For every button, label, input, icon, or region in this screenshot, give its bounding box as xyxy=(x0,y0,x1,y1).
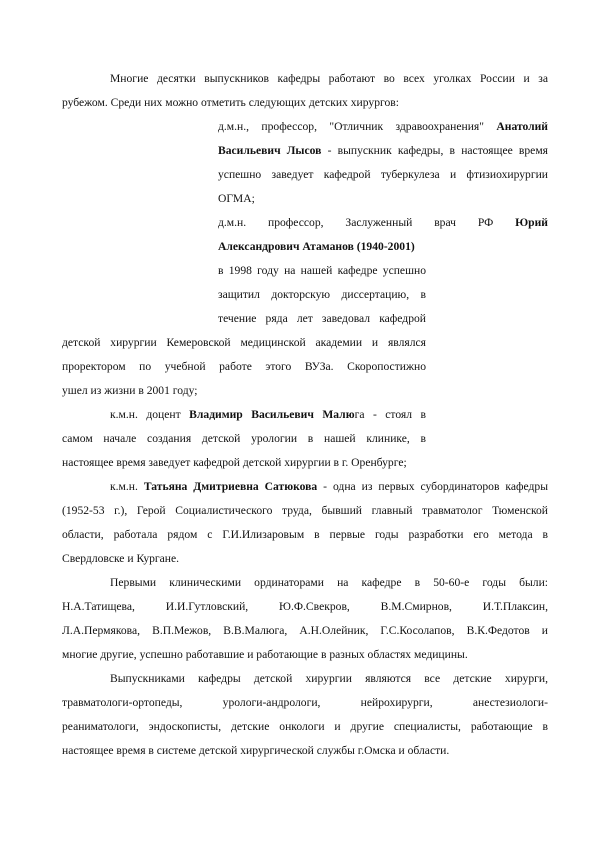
satyukova-name: Татьяна Дмитриевна Сатюкова xyxy=(143,480,318,493)
satyukova-line-3: области, работала рядом с Г.И.Илизаровым в первые годы разработки его метода в xyxy=(62,528,548,541)
graduates-line-4: настоящее время в системе детской хирургической службы г.Омска и области. xyxy=(62,744,450,757)
lysov-desc: - выпускник кафедры, в настоящее время xyxy=(321,144,548,157)
atamanov-line-2 xyxy=(218,240,415,254)
residents-line-2: Н.А.Татищева, И.И.Гутловский, Ю.Ф.Свекров, В.М.Смирнов, И.Т.Плаксин, xyxy=(62,600,548,613)
lysov-line-2 xyxy=(218,144,548,158)
atamanov-line-7: проректором по учебной работе этого ВУЗа. Скоропостижно xyxy=(62,360,426,373)
satyukova-line-4: Свердловске и Кургане. xyxy=(62,552,180,565)
atamanov-line-1 xyxy=(218,216,548,230)
malyuga-desc: га - стоял в xyxy=(354,408,427,421)
lysov-line-3: успешно заведует кафедрой туберкулеза и фтизиохирургии xyxy=(218,168,548,181)
atamanov-line-8: ушел из жизни в 2001 году; xyxy=(62,384,198,397)
residents-line-3: Л.А.Пермякова, В.П.Межов, В.В.Малюга, А.Н.Олейник, Г.С.Косолапов, В.К.Федотов и xyxy=(62,624,548,637)
satyukova-line-1 xyxy=(110,480,548,494)
residents-line-4: многие другие, успешно работавшие и работающие в разных областях медицины. xyxy=(62,648,468,661)
malyuga-line-1 xyxy=(110,408,426,422)
intro-line-1: Многие десятки выпускников кафедры работают во всех уголках России и за xyxy=(110,72,548,85)
lysov-degree: д.м.н., профессор, "Отличник здравоохранения" xyxy=(218,120,484,133)
residents-line-1: Первыми клиническими ординаторами на кафедре в 50-60-е годы были: xyxy=(110,576,548,589)
atamanov-name-rest: Александрович Атаманов (1940-2001) xyxy=(218,240,415,253)
intro-line-2: рубежом. Среди них можно отметить следующих детских хирургов: xyxy=(62,96,399,109)
graduates-line-1: Выпускниками кафедры детской хирургии являются все детские хирурги, xyxy=(110,672,548,685)
malyuga-line-3: настоящее время заведует кафедрой детской хирургии в г. Оренбурге; xyxy=(62,456,407,469)
atamanov-line-4: защитил докторскую диссертацию, в xyxy=(218,288,426,301)
satyukova-desc: - одна из первых субординаторов кафедры xyxy=(317,480,548,493)
atamanov-line-5: течение ряда лет заведовал кафедрой xyxy=(218,312,426,325)
atamanov-name-first: Юрий xyxy=(515,216,548,229)
lysov-line-1 xyxy=(218,120,548,134)
graduates-line-3: реаниматологи, эндоскописты, детские онкологи и другие специалисты, работающие в xyxy=(62,720,548,733)
atamanov-line-3: в 1998 году на нашей кафедре успешно xyxy=(218,264,426,277)
graduates-line-2: травматологи-ортопеды, урологи-андрологи, нейрохирурги, анестезиологи- xyxy=(62,696,548,709)
malyuga-degree: к.м.н. доцент xyxy=(110,408,190,421)
satyukova-line-2: (1952-53 г.), Герой Социалистического труда, бывший главный травматолог Тюменской xyxy=(62,504,548,517)
lysov-name-rest: Васильевич Лысов xyxy=(218,144,322,157)
malyuga-name: Владимир Васильевич Малю xyxy=(189,408,355,421)
satyukova-degree: к.м.н. xyxy=(110,480,144,493)
atamanov-degree: д.м.н. профессор, Заслуженный врач РФ xyxy=(218,216,494,229)
malyuga-line-2: самом начале создания детской урологии в нашей клинике, в xyxy=(62,432,426,445)
lysov-name-first: Анатолий xyxy=(496,120,548,133)
lysov-line-4: ОГМА; xyxy=(218,192,255,205)
atamanov-line-6: детской хирургии Кемеровской медицинской академии и являлся xyxy=(62,336,426,349)
